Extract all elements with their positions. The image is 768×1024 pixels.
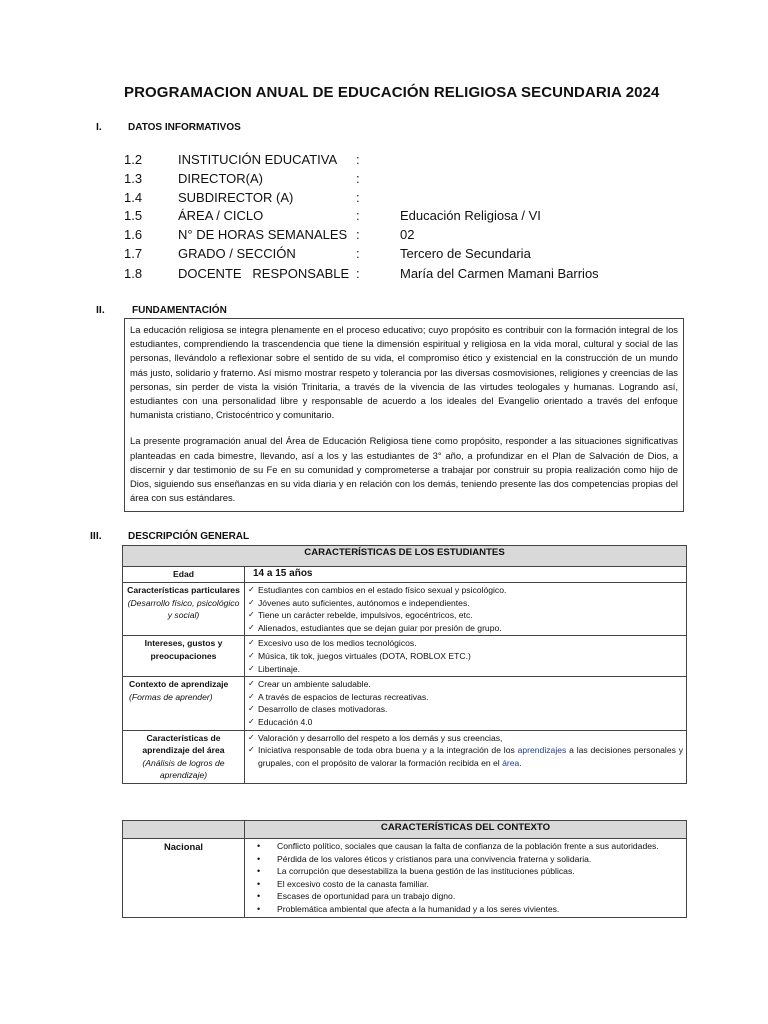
- area-label-cell: [123, 730, 245, 783]
- datos-colon: :: [356, 266, 360, 281]
- list-item: • El excesivo costo de la canasta familiar.: [248, 878, 683, 891]
- contexto-table-header: CARACTERÍSTICAS DEL CONTEXTO: [245, 821, 687, 839]
- contexto-table: [122, 820, 687, 918]
- datos-number: 1.7: [124, 246, 143, 261]
- datos-colon: :: [356, 246, 360, 261]
- list-item: ✓ Valoración y desarrollo del respeto a los demás y sus creencias,: [248, 732, 683, 745]
- area-text-link-aprendizajes: aprendizajes: [517, 745, 567, 756]
- datos-row: [124, 190, 684, 208]
- list-item: ✓ Desarrollo de clases motivadoras.: [248, 703, 683, 716]
- datos-label: N° DE HORAS SEMANALES: [178, 227, 348, 242]
- datos-number: 1.6: [124, 227, 143, 242]
- area-label: Características de aprendizaje del área: [142, 732, 225, 756]
- list-item: ✓ Tiene un carácter rebelde, impulsivos, egocéntricos, etc.: [248, 609, 683, 622]
- list-item: ✓ Alienados, estudiantes que se dejan guiar por presión de grupo.: [248, 622, 683, 635]
- list-item: [248, 744, 683, 769]
- datos-value: Educación Religiosa / VI: [400, 208, 541, 223]
- caracteristicas-label-cell: [123, 583, 245, 636]
- list-item: • Conflicto político, sociales que causan la falta de confianza de la población frente a sus autoridades.: [248, 840, 683, 853]
- datos-row: [124, 171, 684, 189]
- list-item: ✓ Libertinaje.: [248, 663, 683, 676]
- area-sublabel: (Análisis de logros de aprendizaje): [142, 757, 225, 781]
- section-3-title: DESCRIPCIÓN GENERAL: [128, 531, 250, 542]
- datos-label: SUBDIRECTOR (A): [178, 190, 294, 205]
- list-item: ✓ A través de espacios de lecturas recreativas.: [248, 691, 683, 704]
- nacional-label: Nacional: [123, 839, 245, 918]
- list-item: • Pérdida de los valores éticos y cristianos para una convivencia fraterna y solidaria.: [248, 853, 683, 866]
- list-item: • Escases de oportunidad para un trabajo digno.: [248, 890, 683, 903]
- document-title: PROGRAMACION ANUAL DE EDUCACIÓN RELIGIOSA SECUNDARIA 2024: [124, 84, 660, 101]
- nacional-cell: [245, 839, 687, 918]
- datos-label: DOCENTE RESPONSABLE: [178, 266, 350, 281]
- contexto-sublabel: (Formas de aprender): [129, 691, 213, 702]
- list-item: ✓ Crear un ambiente saludable.: [248, 678, 683, 691]
- section-1-title: DATOS INFORMATIVOS: [128, 122, 241, 133]
- section-2-number: II.: [96, 304, 105, 316]
- area-text-e: .: [519, 757, 522, 768]
- list-item: ✓ Estudiantes con cambios en el estado físico sexual y psicológico.: [248, 584, 683, 597]
- list-item: ✓ Educación 4.0: [248, 716, 683, 729]
- datos-colon: :: [356, 190, 360, 205]
- datos-colon: :: [356, 227, 360, 242]
- datos-number: 1.5: [124, 208, 143, 223]
- estudiantes-table: [122, 545, 687, 784]
- intereses-label: Intereses, gustos y preocupaciones: [123, 636, 245, 677]
- area-text-a: Iniciativa responsable de toda obra buena y a la integración de los: [258, 745, 518, 756]
- datos-number: 1.3: [124, 171, 143, 186]
- datos-row: [124, 266, 684, 284]
- datos-value: 02: [400, 227, 415, 242]
- contexto-cell: [245, 677, 687, 730]
- intereses-cell: [245, 636, 687, 677]
- contexto-table-corner: [123, 821, 245, 839]
- list-item: ✓ Música, tik tok, juegos virtuales (DOTA, ROBLOX ETC.): [248, 650, 683, 663]
- caracteristicas-label: Características particulares: [127, 585, 240, 595]
- datos-row: [124, 208, 684, 226]
- list-item: • La corrupción que desestabiliza la buena gestión de las instituciones públicas.: [248, 865, 683, 878]
- area-cell: [245, 730, 687, 783]
- datos-row: [124, 152, 684, 170]
- area-text-link-area: área: [502, 757, 520, 768]
- caracteristicas-sublabel: (Desarrollo físico, psicológico y social): [127, 597, 240, 621]
- datos-label: GRADO / SECCIÓN: [178, 246, 296, 261]
- fundamentacion-paragraph-2: La presente programación anual del Área de Educación Religiosa tiene como propósito, responder a las situaciones significativas planteadas en cada bimestre, llevando, así a los y las estudiantes de 3° año, a profundizar en el Plan de Salvación de Dios, a discernir y dar testimonio de su Fe en su comunidad y comprometerse a trabajar por construir su propia realización como hijo de Dios, siguiendo sus enseñanzas en su vida diaria y en relación con los demás, teniendo presente las dos competencias propias del área con sus estándares.: [130, 435, 678, 504]
- datos-number: 1.8: [124, 266, 143, 281]
- datos-number: 1.4: [124, 190, 143, 205]
- list-item: ✓ Jóvenes auto suficientes, autónomos e independientes.: [248, 597, 683, 610]
- section-2-title: FUNDAMENTACIÓN: [132, 305, 227, 316]
- caracteristicas-cell: [245, 583, 687, 636]
- area-text-c: a las decisiones personales y grupales, con el propósito de valorar la formación recibida en el: [258, 745, 684, 768]
- datos-number: 1.2: [124, 152, 143, 167]
- list-item: ✓ Excesivo uso de los medios tecnológicos.: [248, 637, 683, 650]
- contexto-label-cell: [123, 677, 245, 730]
- datos-value: María del Carmen Mamani Barrios: [400, 266, 599, 281]
- contexto-label: Contexto de aprendizaje: [129, 679, 229, 690]
- datos-label: ÁREA / CICLO: [178, 208, 264, 223]
- datos-colon: :: [356, 171, 360, 186]
- datos-label: DIRECTOR(A): [178, 171, 263, 186]
- edad-label: Edad: [123, 567, 245, 583]
- list-item: • Problemática ambiental que afecta a la humanidad y a los seres vivientes.: [248, 903, 683, 916]
- section-3-number: III.: [90, 530, 102, 542]
- estudiantes-table-header: CARACTERÍSTICAS DE LOS ESTUDIANTES: [123, 546, 687, 567]
- edad-value: 14 a 15 años: [245, 567, 687, 583]
- datos-row: [124, 227, 684, 245]
- datos-row: [124, 246, 684, 264]
- fundamentacion-paragraph-1: La educación religiosa se integra plenamente en el proceso educativo; cuyo propósito es contribuir con la formación integral de los estudiantes, comprendiendo la trascendencia que tiene la dimensión espiritual y religiosa en la vida moral, cultural y social de las personas, llevándolo a reflexionar sobre el sentido de su vida, el compromiso ético y existencial en la construcción de un mundo más justo, solidario y fraterno. Así mismo mostrar respeto y tolerancia por las diversas cosmovisiones, religiones y creencias de las personas, sin perder de vista la visión Trinitaria, a través de la vivencia de las virtudes teologales y humanas. Logrando así, estudiantes con una personalidad libre y responsable de acuerdo a los ideales del Evangelio orientado a través del enfoque humanista cristiano, Cristocéntrico y comunitario.: [130, 324, 678, 421]
- datos-label: INSTITUCIÓN EDUCATIVA: [178, 152, 338, 167]
- datos-value: Tercero de Secundaria: [400, 246, 531, 261]
- datos-colon: :: [356, 152, 360, 167]
- datos-colon: :: [356, 208, 360, 223]
- fundamentacion-box: [124, 318, 684, 512]
- section-1-number: I.: [96, 121, 102, 133]
